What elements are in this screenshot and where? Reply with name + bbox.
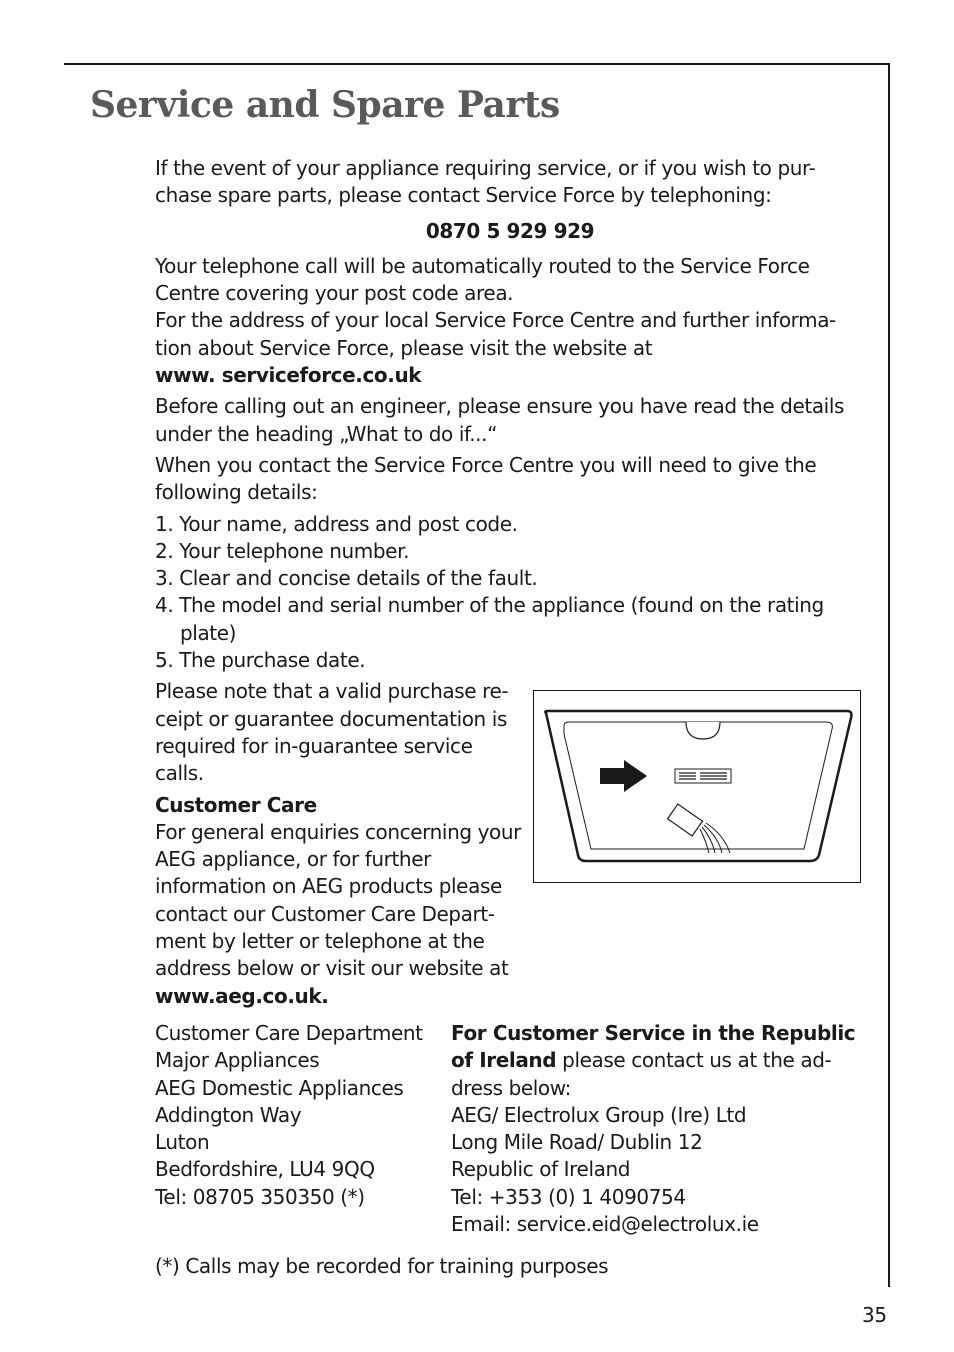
list-item: 2. Your telephone number.: [155, 538, 410, 563]
address-line: AEG/ Electrolux Group (Ire) Ltd: [451, 1102, 747, 1127]
address-line: Long Mile Road/ Dublin 12: [451, 1130, 703, 1155]
customer-care-text: For general enquiries concerning your AEG appliance, or for further information on AEG products please contact our Customer Care Depart-ment by letter or telephone at the address below or visit our website at: [155, 819, 521, 981]
page-title: Service and Spare Parts: [90, 84, 560, 126]
details-intro-paragraph: When you contact the Service Force Centre you will need to give the following details:: [155, 452, 817, 505]
uk-address-block: [155, 1020, 451, 1238]
address-line: Tel: 08705 350350 (*): [155, 1184, 365, 1209]
address-line: Republic of Ireland: [451, 1157, 631, 1182]
top-rule: [64, 63, 890, 65]
footnote: (*) Calls may be recorded for training purposes: [155, 1254, 609, 1279]
address-line: Luton: [155, 1130, 210, 1155]
receipt-note: Please note that a valid purchase re-ceipt or guarantee documentation is required for in-guarantee service calls.: [155, 679, 509, 786]
list-item: 1. Your name, address and post code.: [155, 511, 518, 536]
list-item: 5. The purchase date.: [155, 648, 366, 673]
ireland-contact-block: [451, 1020, 856, 1238]
customer-care-heading: Customer Care: [155, 792, 317, 817]
intro-paragraph: If the event of your appliance requiring service, or if you wish to pur-chase spare parts, please contact Service Force by telephoning:: [155, 156, 816, 208]
details-list: [155, 511, 865, 675]
address-line: Major Appliances: [155, 1048, 320, 1073]
list-item: 3. Clear and concise details of the fault.: [155, 566, 538, 591]
service-phone-number: 0870 5 929 929: [425, 218, 595, 243]
address-line: Tel: +353 (0) 1 4090754: [451, 1184, 686, 1209]
rating-plate-figure: [533, 690, 861, 883]
routing-paragraph: Your telephone call will be automatically routed to the Service Force Centre covering your post code area.: [155, 253, 810, 306]
address-line: AEG Domestic Appliances: [155, 1075, 404, 1100]
address-line: Addington Way: [155, 1102, 302, 1127]
rating-plate-location-diagram-icon: [534, 691, 860, 882]
address-info-paragraph: For the address of your local Service Force Centre and further informa-tion about Service Force, please visit the website at: [155, 308, 836, 360]
service-website-link[interactable]: www. serviceforce.co.uk: [155, 363, 422, 388]
address-line: Customer Care Department: [155, 1020, 423, 1045]
page-number: 35: [862, 1303, 887, 1327]
ireland-intro: [451, 1020, 856, 1102]
list-item: 4. The model and serial number of the appliance (found on the rating plate): [155, 593, 824, 645]
customer-care-paragraph: [155, 819, 530, 1010]
aeg-website-link[interactable]: www.aeg.co.uk.: [155, 983, 329, 1008]
address-line: Bedfordshire, LU4 9QQ: [155, 1157, 375, 1182]
before-calling-paragraph: Before calling out an engineer, please ensure you have read the details under the heading „What to do if...“: [155, 394, 845, 446]
ireland-text: please contact us at the ad-dress below:: [451, 1048, 832, 1100]
side-rule: [888, 63, 890, 1287]
email-link[interactable]: Email: service.eid@electrolux.ie: [451, 1211, 759, 1236]
contact-columns: [155, 1020, 865, 1238]
ireland-heading: For Customer Service in the Republic of Ireland: [451, 1020, 856, 1073]
